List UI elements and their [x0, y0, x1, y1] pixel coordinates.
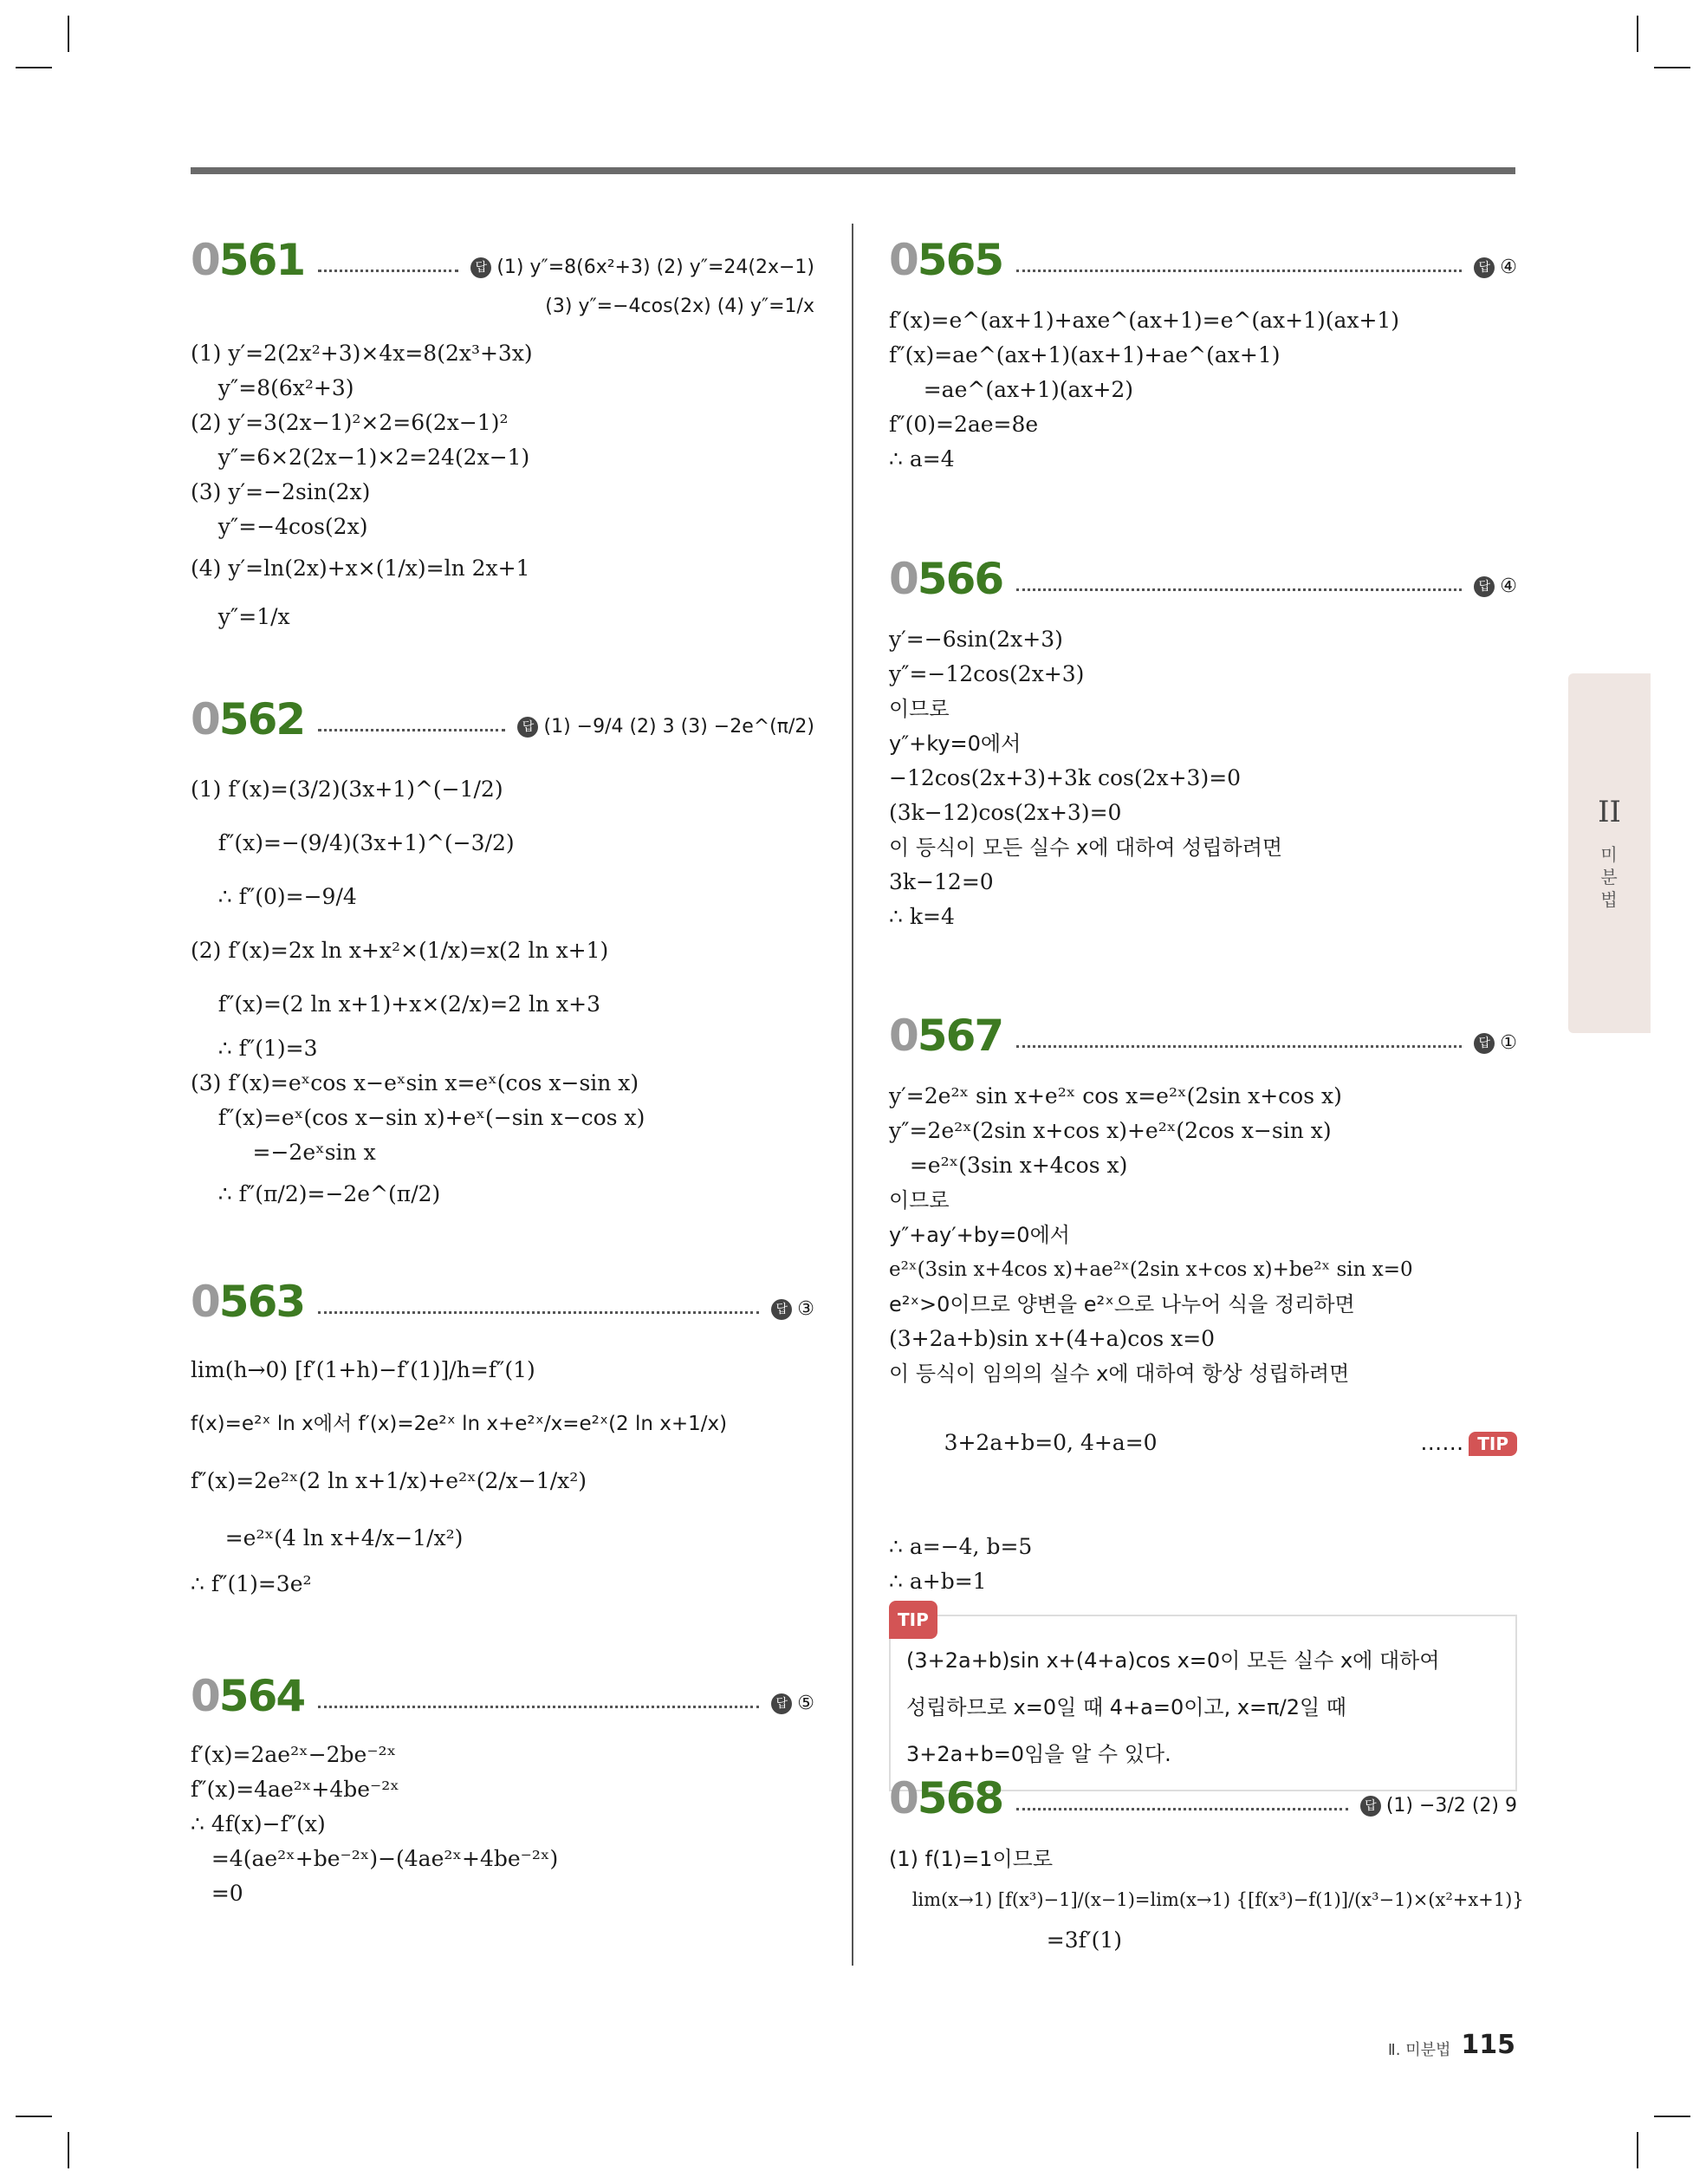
answer: 답 ⑤	[771, 1689, 814, 1720]
leader-dots	[1016, 1808, 1348, 1810]
solution-line: (4) y′=ln(2x)+x×(1/x)=ln 2x+1	[191, 556, 530, 581]
problem-header	[191, 692, 814, 744]
solution-line: 이므로	[889, 697, 950, 721]
solution	[191, 763, 814, 1219]
solution-line: ∴ f″(0)=−9/4	[191, 884, 357, 909]
solution-line: (3k−12)cos(2x+3)=0	[889, 800, 1122, 825]
problem-header	[191, 1668, 814, 1720]
problem-number: 0568	[889, 1773, 1003, 1823]
footer-section: Ⅱ. 미분법	[1387, 2041, 1451, 2059]
solution-line: f″(x)=4ae²ˣ+4be⁻²ˣ	[191, 1777, 399, 1802]
problem-number: 0567	[889, 1011, 1003, 1061]
solution	[191, 336, 814, 641]
crop-mark	[68, 16, 69, 52]
problem-number: 0561	[191, 235, 305, 285]
problem-number: 0565	[889, 235, 1003, 285]
solution-line: y′=2e²ˣ sin x+e²ˣ cos x=e²ˣ(2sin x+cos x)	[889, 1083, 1342, 1108]
solution-line: y′=−6sin(2x+3)	[889, 627, 1063, 652]
solution-line: e²ˣ>0이므로 양변을 e²ˣ으로 나누어 식을 정리하면	[889, 1292, 1355, 1316]
answer: 답 ①	[1474, 1029, 1517, 1060]
tip-box	[889, 1609, 1517, 1791]
tip-reference	[1352, 1391, 1517, 1495]
solution	[889, 1842, 1524, 1958]
problem-0567	[889, 1008, 1517, 1771]
solution-line: 이 등식이 모든 실수 x에 대하여 성립하려면	[889, 835, 1283, 860]
answer-icon: 답	[1474, 257, 1495, 278]
solution-line	[889, 1391, 1517, 1530]
problem-header	[889, 1008, 1517, 1060]
leader-dots	[1016, 270, 1462, 272]
solution-line: =3f′(1)	[1019, 1927, 1122, 1953]
chapter-numeral: II	[1598, 795, 1621, 829]
problem-0564	[191, 1668, 814, 1911]
answer: 답 ④	[1474, 572, 1517, 603]
solution-line: ∴ a=4	[889, 446, 955, 471]
chapter-label: 미분법	[1600, 844, 1618, 910]
solution-text: 3+2a+b=0, 4+a=0	[944, 1430, 1158, 1455]
solution-line: =0	[191, 1881, 243, 1906]
answer-icon: 답	[1360, 1796, 1381, 1817]
tip-line: (3+2a+b)sin x+(4+a)cos x=0이 모든 실수 x에 대하여	[906, 1648, 1440, 1673]
solution-line: y″=2e²ˣ(2sin x+cos x)+e²ˣ(2cos x−sin x)	[889, 1118, 1332, 1143]
solution-line: 이 등식이 임의의 실수 x에 대하여 항상 성립하려면	[889, 1362, 1350, 1386]
crop-mark	[16, 67, 52, 68]
problem-number: 0566	[889, 554, 1003, 604]
solution-line: f′(x)=e^(ax+1)+axe^(ax+1)=e^(ax+1)(ax+1)	[889, 308, 1400, 333]
solution-line: ∴ f″(1)=3	[191, 1036, 318, 1061]
solution-line: f″(x)=2e²ˣ(2 ln x+1/x)+e²ˣ(2/x−1/x²)	[191, 1468, 587, 1493]
answer: 답 ③	[771, 1295, 814, 1326]
tip-line: 성립하므로 x=0일 때 4+a=0이고, x=π/2일 때	[906, 1695, 1346, 1719]
column-divider	[852, 224, 853, 1966]
leader-dots	[1016, 1045, 1462, 1048]
problem-number: 0563	[191, 1277, 305, 1327]
problem-0566	[889, 551, 1517, 1008]
solution-line: 3k−12=0	[889, 869, 994, 894]
solution-line: y″=6×2(2x−1)×2=24(2x−1)	[191, 445, 530, 470]
solution-line: y″=−12cos(2x+3)	[889, 661, 1085, 686]
problem-header	[889, 551, 1517, 603]
solution-line: (2) f′(x)=2x ln x+x²×(1/x)=x(2 ln x+1)	[191, 938, 609, 963]
answer-line-2: (3) y″=−4cos(2x) (4) y″=1/x	[545, 296, 814, 317]
leader-dots	[318, 270, 458, 272]
problem-0565	[889, 232, 1517, 551]
leader-dots	[318, 1706, 759, 1708]
tip-label: TIP	[889, 1601, 937, 1639]
solution-line: =e²ˣ(4 ln x+4/x−1/x²)	[191, 1525, 464, 1550]
solution-line: y″=−4cos(2x)	[191, 514, 368, 539]
answer-icon: 답	[771, 1693, 792, 1714]
answer-icon: 답	[470, 257, 491, 278]
crop-mark	[16, 2116, 52, 2117]
problem-header	[191, 1274, 814, 1326]
answer-icon: 답	[1474, 1033, 1495, 1054]
solution-line: f′(x)=2ae²ˣ−2be⁻²ˣ	[191, 1742, 397, 1767]
answer-icon: 답	[771, 1299, 792, 1320]
crop-mark	[1637, 2132, 1638, 2168]
solution-line: ∴ a=−4, b=5	[889, 1534, 1033, 1559]
tip-badge: TIP	[1469, 1432, 1517, 1456]
right-column	[889, 232, 1524, 1958]
solution-line: (3) f′(x)=eˣcos x−eˣsin x=eˣ(cos x−sin x)	[191, 1070, 639, 1095]
leader-dots	[318, 729, 505, 731]
problem-number: 0562	[191, 694, 305, 744]
page-number: 115	[1461, 2030, 1515, 2060]
solution-line: (1) f(1)=1이므로	[889, 1847, 1054, 1871]
answer: 답 ④	[1474, 253, 1517, 284]
leader-dots	[318, 1311, 759, 1314]
solution-line: (2) y′=3(2x−1)²×2=6(2x−1)²	[191, 410, 509, 435]
solution-line: ∴ f″(1)=3e²	[191, 1571, 312, 1596]
answer: 답 (1) −9/4 (2) 3 (3) −2e^(π/2)	[517, 712, 814, 744]
solution-line: ∴ k=4	[889, 904, 955, 929]
solution-line: f″(x)=eˣ(cos x−sin x)+eˣ(−sin x−cos x)	[191, 1105, 645, 1130]
solution-line: ∴ a+b=1	[889, 1569, 987, 1594]
solution-line: f″(x)=(2 ln x+1)+x×(2/x)=2 ln x+3	[191, 991, 601, 1017]
solution-line: =e²ˣ(3sin x+4cos x)	[889, 1153, 1128, 1178]
solution	[889, 1079, 1517, 1599]
problem-header	[191, 232, 814, 284]
solution-line: (1) y′=2(2x²+3)×4x=8(2x³+3x)	[191, 341, 533, 366]
answer-icon: 답	[1474, 576, 1495, 597]
solution-line: (3+2a+b)sin x+(4+a)cos x=0	[889, 1326, 1216, 1351]
problem-0561	[191, 232, 814, 692]
solution	[191, 1738, 814, 1911]
solution-line: y″+ky=0에서	[889, 731, 1022, 756]
solution-line: lim(h→0) [f′(1+h)−f′(1)]/h=f″(1)	[191, 1357, 535, 1382]
solution-line: (1) f′(x)=(3/2)(3x+1)^(−1/2)	[191, 777, 503, 802]
solution-line: =−2eˣsin x	[191, 1140, 376, 1165]
solution	[889, 622, 1517, 934]
solution-line: f″(x)=ae^(ax+1)(ax+1)+ae^(ax+1)	[889, 342, 1281, 367]
problem-number: 0564	[191, 1671, 305, 1721]
left-column	[191, 232, 814, 1911]
problem-header	[889, 232, 1517, 284]
solution-line: lim(x→1) [f(x³)−1]/(x−1)=lim(x→1) {[f(x³)−f(1)]/(x³−1)×(x²+x+1)}	[889, 1889, 1524, 1910]
page-footer	[1388, 2030, 1515, 2060]
tip-dots: ……	[1420, 1430, 1464, 1455]
solution-line: f″(x)=−(9/4)(3x+1)^(−3/2)	[191, 830, 515, 855]
answer: 답 (1) y″=8(6x²+3) (2) y″=24(2x−1)	[470, 253, 814, 284]
leader-dots	[1016, 588, 1462, 591]
problem-0568	[889, 1771, 1524, 1958]
solution-line: f″(0)=2ae=8e	[889, 412, 1039, 437]
crop-mark	[1654, 2116, 1690, 2117]
solution-line: ∴ f″(π/2)=−2e^(π/2)	[191, 1181, 441, 1206]
crop-mark	[1637, 16, 1638, 52]
solution-line: −12cos(2x+3)+3k cos(2x+3)=0	[889, 765, 1242, 790]
solution-line: f(x)=e²ˣ ln x에서 f′(x)=2e²ˣ ln x+e²ˣ/x=e²ˣ(2 ln x+1/x)	[191, 1413, 728, 1435]
solution	[889, 303, 1517, 477]
problem-0562	[191, 692, 814, 1274]
solution-line: e²ˣ(3sin x+4cos x)+ae²ˣ(2sin x+cos x)+be²ˣ sin x=0	[889, 1258, 1413, 1281]
solution-line: =4(ae²ˣ+be⁻²ˣ)−(4ae²ˣ+4be⁻²ˣ)	[191, 1846, 559, 1871]
solution-line: ∴ 4f(x)−f″(x)	[191, 1811, 326, 1836]
solution-line: (3) y′=−2sin(2x)	[191, 479, 371, 504]
chapter-side-tab	[1568, 673, 1651, 1033]
solution-line: y″+ay′+by=0에서	[889, 1223, 1070, 1247]
crop-mark	[1654, 67, 1690, 68]
solution-line: 이므로	[889, 1188, 950, 1212]
solution-line: =ae^(ax+1)(ax+2)	[889, 377, 1134, 402]
solution-line: y″=8(6x²+3)	[191, 375, 354, 400]
problem-0563	[191, 1274, 814, 1668]
problem-header	[889, 1771, 1517, 1823]
answer: 답 (1) −3/2 (2) 9	[1360, 1791, 1517, 1823]
header-rule	[191, 167, 1515, 174]
answer-icon: 답	[517, 717, 538, 738]
tip-line: 3+2a+b=0임을 알 수 있다.	[906, 1742, 1171, 1766]
solution-line: y″=1/x	[191, 604, 290, 629]
solution	[191, 1345, 814, 1602]
crop-mark	[68, 2132, 69, 2168]
